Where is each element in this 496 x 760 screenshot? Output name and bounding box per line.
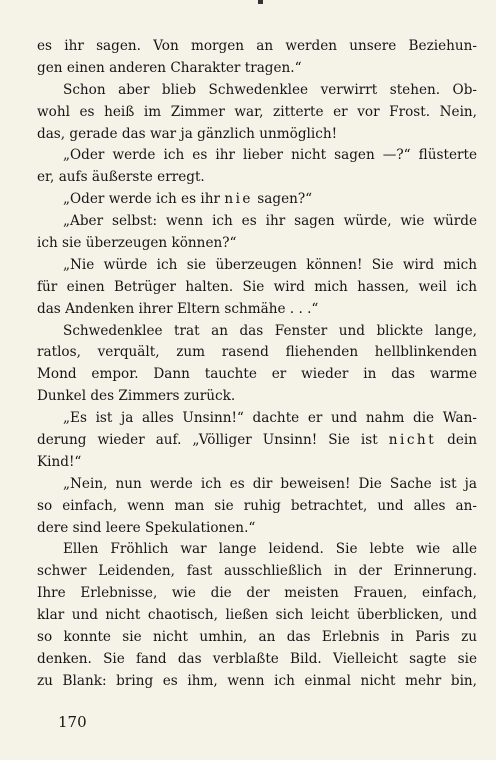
text-line xyxy=(37,430,477,452)
text-line: ratlos, verquält, zum rasend fliehenden hellblinkenden xyxy=(37,344,477,361)
text-line: zu Blank: bring es ihm, wenn ich einmal nicht mehr bin, xyxy=(37,672,477,689)
emphasized-word: nicht xyxy=(388,432,437,449)
text-line: denken. Sie fand das verblaßte Bild. Vielleicht sagte sie xyxy=(37,650,477,667)
text-line: dere sind leere Spekulationen.“ xyxy=(37,519,256,536)
text-line: „Nie würde ich sie überzeugen können! Sie wird mich xyxy=(63,256,477,273)
text-line: Schwedenklee trat an das Fenster und blickte lange, xyxy=(63,322,477,339)
text-line: „Oder werde ich es ihr lieber nicht sagen —?“ flüsterte xyxy=(63,147,477,164)
text-line xyxy=(37,189,477,211)
text-line: ich sie überzeugen können?“ xyxy=(37,235,237,252)
text-line: gen einen anderen Charakter tragen.“ xyxy=(37,59,302,76)
text-line: „Es ist ja alles Unsinn!“ dachte er und nahm die Wan- xyxy=(63,410,477,427)
page-number: 170 xyxy=(58,713,87,731)
text-fragment: „Oder werde ich es ihr xyxy=(63,191,220,208)
text-line: er, aufs äußerste erregt. xyxy=(37,169,205,186)
text-line: Kind!“ xyxy=(37,453,82,470)
text-line: Schon aber blieb Schwedenklee verwirrt stehen. Ob- xyxy=(63,81,477,98)
emphasized-word: nie xyxy=(224,191,253,208)
text-fragment: dein xyxy=(447,432,477,449)
text-line: „Aber selbst: wenn ich es ihr sagen würde, wie würde xyxy=(63,213,477,230)
text-line: so einfach, wenn man sie ruhig betrachtet, und alles an- xyxy=(37,497,477,514)
text-line: Dunkel des Zimmers zurück. xyxy=(37,388,236,405)
text-line: Ihre Erlebnisse, wie die der meisten Frauen, einfach, xyxy=(37,585,477,602)
text-fragment: derung wieder auf. „Völliger Unsinn! Sie ist xyxy=(37,432,378,449)
text-line: schwer Leidenden, fast ausschließlich in der Erinnerung. xyxy=(37,563,477,580)
text-line: Ellen Fröhlich war lange leidend. Sie lebte wie alle xyxy=(63,541,477,558)
print-mark xyxy=(258,0,263,4)
text-line: das, gerade das war ja gänzlich unmöglich! xyxy=(37,125,338,142)
text-line: „Nein, nun werde ich es dir beweisen! Die Sache ist ja xyxy=(63,475,477,492)
text-line: Mond empor. Dann tauchte er wieder in das warme xyxy=(37,366,477,383)
text-line: so konnte sie nicht umhin, an das Erlebnis in Paris zu xyxy=(37,629,477,646)
text-line: für einen Betrüger halten. Sie wird mich hassen, weil ich xyxy=(37,278,477,295)
text-line: wohl es heiß im Zimmer war, zitterte er vor Frost. Nein, xyxy=(37,103,477,120)
text-line: es ihr sagen. Von morgen an werden unsere Beziehun- xyxy=(37,38,477,54)
body-text xyxy=(37,36,477,693)
text-fragment: sagen?“ xyxy=(257,191,313,208)
text-line: klar und nicht chaotisch, ließen sich leicht überblicken, und xyxy=(37,607,477,624)
text-line: das Andenken ihrer Eltern schmähe . . .“ xyxy=(37,300,319,317)
